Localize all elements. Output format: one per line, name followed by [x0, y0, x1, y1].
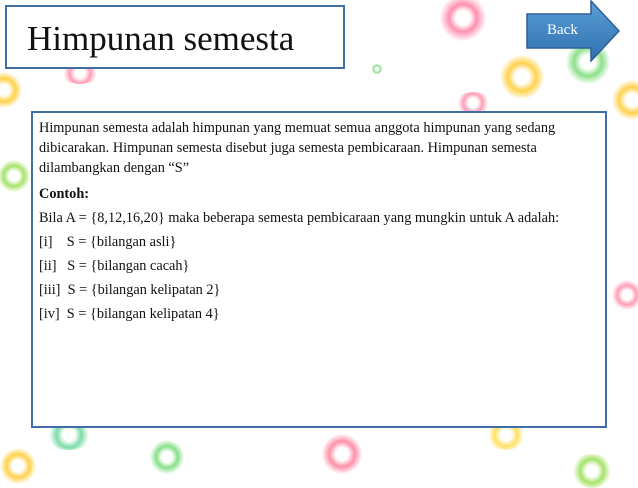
bokeh-decoration: [150, 440, 184, 474]
definition-text: Himpunan semesta adalah himpunan yang memuat semua anggota himpunan yang sedang dibicarakan. Himpunan semesta disebut juga semesta pembicaraan. Himpunan semesta dilambangkan dengan “S”: [39, 120, 556, 176]
list-item: [ii] S = {bilangan cacah}: [39, 258, 190, 274]
bokeh-decoration: [322, 434, 362, 474]
page-title: Himpunan semesta: [27, 19, 295, 58]
list-item: [i] S = {bilangan asli}: [39, 234, 177, 250]
title-box: [5, 5, 345, 69]
example-heading: Contoh:: [39, 186, 90, 202]
back-button[interactable]: [525, 0, 620, 62]
bokeh-decoration: [440, 0, 486, 41]
bokeh-decoration: [372, 64, 382, 74]
back-button-label: Back: [547, 22, 578, 38]
content-box: [31, 111, 607, 428]
bokeh-decoration: [572, 454, 612, 488]
bokeh-decoration: [612, 80, 638, 120]
list-item: [iii] S = {bilangan kelipatan 2}: [39, 282, 221, 298]
list-item: [iv] S = {bilangan kelipatan 4}: [39, 306, 220, 322]
bokeh-decoration: [0, 72, 22, 108]
bokeh-decoration: [612, 280, 638, 310]
example-intro: Bila A = {8,12,16,20} maka beberapa semesta pembicaraan yang mungkin untuk A adalah:: [39, 210, 560, 226]
bokeh-decoration: [0, 160, 30, 192]
